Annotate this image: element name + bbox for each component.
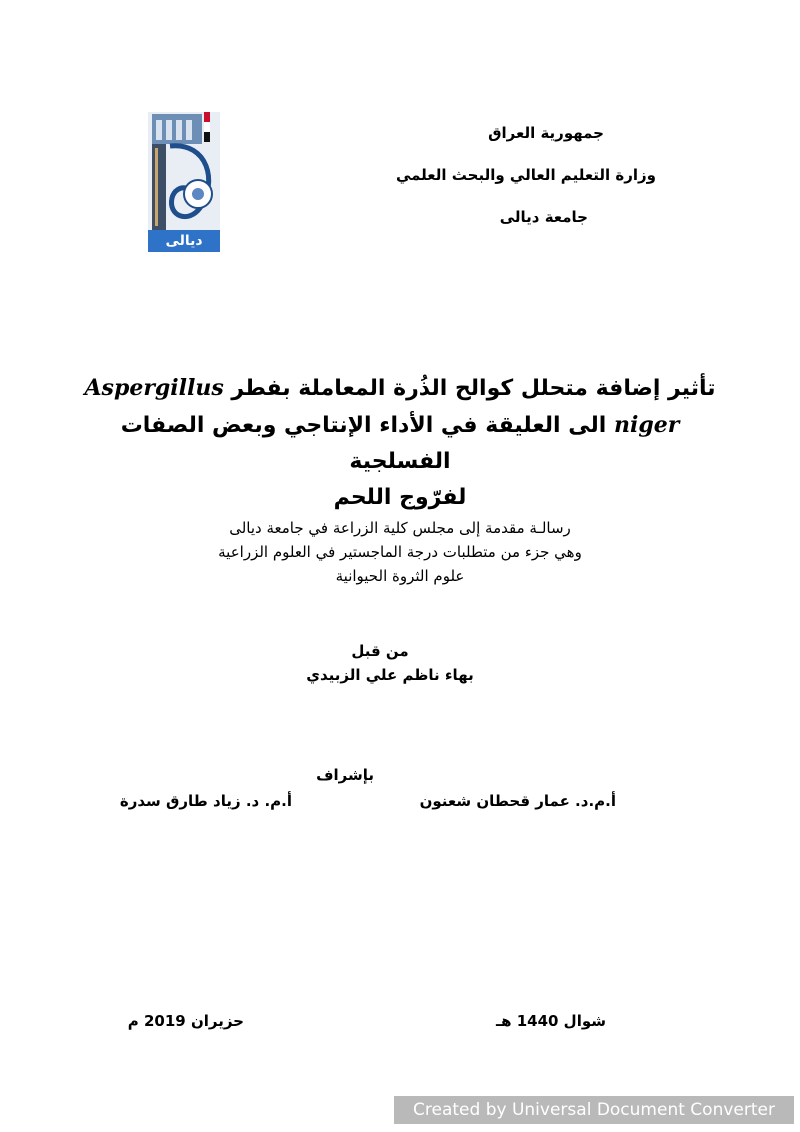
title-line-2-arabic: الى العليقة في الأداء الإنتاجي وبعض الصفات الفسلجية xyxy=(120,413,607,474)
title-line-1-latin: Aspergillus xyxy=(84,375,224,401)
thesis-line-3: علوم الثروة الحيوانية xyxy=(335,567,465,585)
title-line-2-latin: niger xyxy=(613,412,680,438)
by-label: من قبل xyxy=(351,642,409,660)
title-line-2 xyxy=(70,407,730,480)
logo-text: ديالى xyxy=(165,233,203,249)
supervisor-2: أ.م. د. زياد طارق سدرة xyxy=(119,792,292,810)
title-line-1-arabic: تأثير إضافة متحلل كوالح الذُرة المعاملة بفطر xyxy=(231,376,716,401)
author-name: بهاء ناظم علي الزبيدي xyxy=(306,666,474,684)
thesis-line-1: رسالـة مقدمة إلى مجلس كلية الزراعة في جامعة ديالى xyxy=(229,519,571,537)
converter-watermark: Created by Universal Document Converter xyxy=(394,1096,794,1124)
title-line-3: لفرّوج اللحم xyxy=(333,485,467,510)
supervisor-1: أ.م.د. عمار قحطان شعنون xyxy=(419,792,616,810)
thesis-description xyxy=(120,516,680,588)
title-line-1 xyxy=(70,370,730,407)
supervision-label: بإشراف xyxy=(316,766,374,784)
hijri-date: شوال 1440 هـ xyxy=(495,1012,606,1030)
ministry-name: وزارة التعليم العالي والبحث العلمي xyxy=(395,166,656,184)
university-name: جامعة ديالى xyxy=(499,208,588,226)
gregorian-date: حزيران 2019 م xyxy=(127,1012,244,1030)
thesis-title xyxy=(70,370,730,516)
country-name: جمهورية العراق xyxy=(488,124,604,142)
thesis-line-2: وهي جزء من متطلبات درجة الماجستير في العلوم الزراعية xyxy=(218,543,582,561)
university-logo xyxy=(148,112,220,252)
